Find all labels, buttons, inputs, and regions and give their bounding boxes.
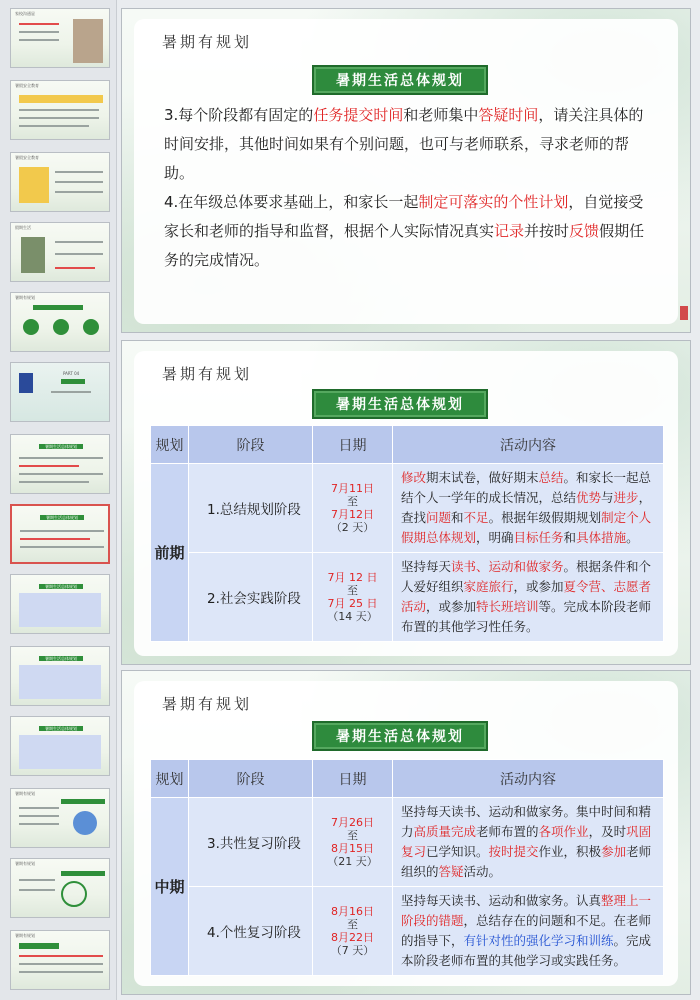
stage-cell: 3.共性复习阶段 [189, 798, 313, 887]
slide-thumbnail-6[interactable]: PART 04 [10, 362, 110, 422]
plan-notes [164, 101, 654, 275]
slide-thumbnail-9[interactable]: 暑期生活总体规划 [10, 574, 110, 634]
header-content: 活动内容 [393, 760, 664, 798]
note-3: 3.每个阶段都有固定的任务提交时间和老师集中答疑时间，请关注具体的时间安排，其他时间如果有个别问题，也可与老师联系，寻求老师的帮助。 [164, 106, 644, 182]
tree-image [21, 237, 45, 273]
slide-heading: 暑期有规划 [162, 695, 253, 713]
section-banner: 暑期生活总体规划 [312, 389, 488, 419]
slide-1 [121, 8, 691, 333]
period-label: 中期 [151, 798, 189, 976]
slide-thumbnail-11[interactable]: 暑期生活总体规划 [10, 716, 110, 776]
seal-stamp [680, 306, 688, 320]
slide-thumbnail-14[interactable]: 暑期有规划 [10, 930, 110, 990]
slide-heading: 暑期有规划 [162, 33, 253, 51]
slide-thumbnail-1[interactable]: 家校沟通显 [10, 8, 110, 68]
note-4: 4.在年级总体要求基础上，和家长一起制定可落实的个性计划，自觉接受家长和老师的指导和监督，根据个人实际情况真实记录并按时反馈假期任务的完成情况。 [164, 193, 645, 269]
date-cell: 7月 12 日 至 7月 25 日 （14 天） [313, 553, 393, 642]
slide-thumbnail-13[interactable]: 暑期有规划 [10, 858, 110, 918]
slide-thumbnail-2[interactable]: 暑假安全教育 [10, 80, 110, 140]
slide-3 [121, 670, 691, 995]
slide-thumbnail-7[interactable]: 暑期生活总体规划 [10, 434, 110, 494]
header-stage: 阶段 [189, 760, 313, 798]
table-row [151, 798, 664, 887]
stage-cell: 4.个性复习阶段 [189, 887, 313, 976]
portrait-image [73, 19, 103, 63]
table-header-row [151, 426, 664, 464]
slide-thumbnail-panel [0, 0, 117, 1000]
slide-thumbnail-4[interactable]: 假期生活 [10, 222, 110, 282]
plan-table [150, 425, 664, 642]
section-banner: 暑期生活总体规划 [312, 65, 488, 95]
table-header-row [151, 760, 664, 798]
stage-cell: 2.社会实践阶段 [189, 553, 313, 642]
slide-2 [121, 340, 691, 665]
header-phase: 规划 [151, 426, 189, 464]
stage-cell: 1.总结规划阶段 [189, 464, 313, 553]
table-row [151, 887, 664, 976]
content-cell: 坚持每天读书、运动和做家务。认真整理上一阶段的错题，总结存在的问题和不足。在老师的指导下，有针对性的强化学习和训练。完成本阶段老师布置的其他学习或实践任务。 [393, 887, 664, 976]
plan-table [150, 759, 664, 976]
date-cell: 8月16日 至 8月22日 （7 天） [313, 887, 393, 976]
slide-thumbnail-8[interactable]: 暑期生活总体规划 [10, 504, 110, 564]
period-label: 前期 [151, 464, 189, 642]
slide-thumbnail-12[interactable]: 暑期有规划 [10, 788, 110, 848]
header-date: 日期 [313, 426, 393, 464]
slide-thumbnail-10[interactable]: 暑期生活总体规划 [10, 646, 110, 706]
content-cell: 修改期末试卷，做好期末总结。和家长一起总结个人一学年的成长情况，总结优势与进步，查找问题和不足。根据年级假期规划制定个人假期总体规划，明确目标任务和具体措施。 [393, 464, 664, 553]
slide-heading: 暑期有规划 [162, 365, 253, 383]
header-stage: 阶段 [189, 426, 313, 464]
header-content: 活动内容 [393, 426, 664, 464]
slide-thumbnail-3[interactable]: 暑假安全教育 [10, 152, 110, 212]
date-cell: 7月26日 至 8月15日 （21 天） [313, 798, 393, 887]
slide-thumbnail-5[interactable]: 暑期有规划 [10, 292, 110, 352]
table-row [151, 553, 664, 642]
header-date: 日期 [313, 760, 393, 798]
header-phase: 规划 [151, 760, 189, 798]
content-cell: 坚持每天读书、运动和做家务。集中时间和精力高质量完成老师布置的各项作业，及时巩固复习已学知识。按时提交作业，积极参加老师组织的答疑活动。 [393, 798, 664, 887]
content-cell: 坚持每天读书、运动和做家务。根据条件和个人爱好组织家庭旅行，或参加夏令营、志愿者活动，或参加特长班培训等。完成本阶段老师布置的其他学习性任务。 [393, 553, 664, 642]
date-cell: 7月11日 至 7月12日 （2 天） [313, 464, 393, 553]
section-banner: 暑期生活总体规划 [312, 721, 488, 751]
table-row [151, 464, 664, 553]
